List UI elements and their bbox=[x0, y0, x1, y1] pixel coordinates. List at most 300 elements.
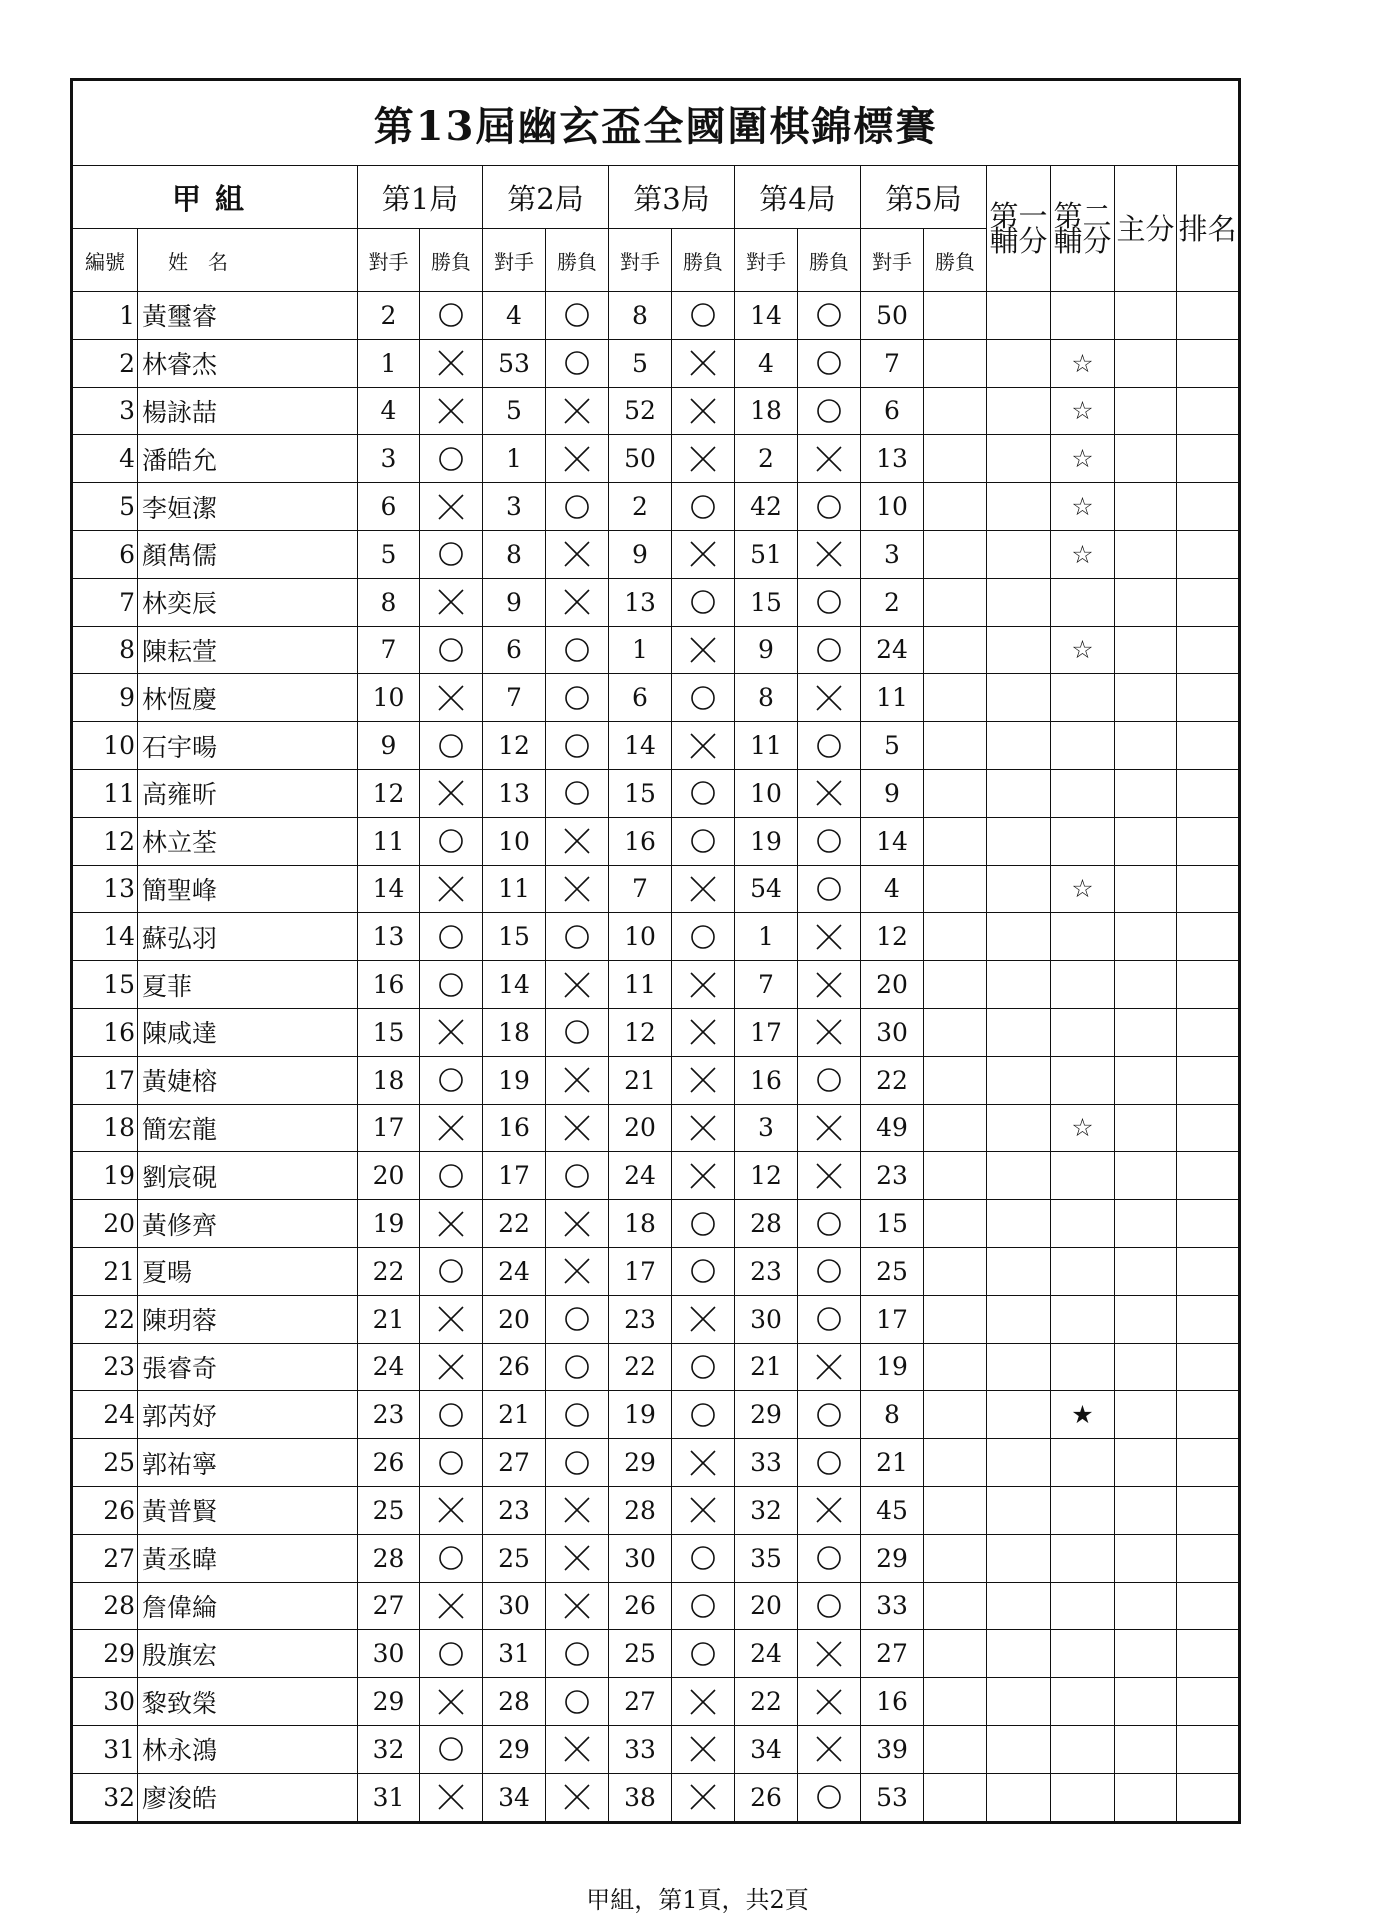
tiebreak2-cell bbox=[1051, 1678, 1115, 1726]
result-loss bbox=[798, 435, 861, 483]
opponent-number: 28 bbox=[483, 1678, 546, 1726]
main-score-cell bbox=[1115, 292, 1177, 340]
result-loss bbox=[420, 339, 483, 387]
win-circle-icon bbox=[692, 1547, 714, 1569]
loss-cross-icon bbox=[562, 1591, 592, 1621]
table-row bbox=[72, 435, 1240, 483]
result-win bbox=[546, 339, 609, 387]
result-empty bbox=[924, 674, 987, 722]
result-loss bbox=[798, 913, 861, 961]
result-header: 勝負 bbox=[420, 229, 483, 292]
rank-cell bbox=[1177, 865, 1240, 913]
tiebreak1-cell bbox=[987, 1152, 1051, 1200]
loss-cross-icon bbox=[688, 444, 718, 474]
result-loss bbox=[672, 961, 735, 1009]
player-name: 高雍昕 bbox=[138, 769, 358, 817]
win-circle-icon bbox=[566, 304, 588, 326]
result-header: 勝負 bbox=[798, 229, 861, 292]
win-circle-icon bbox=[566, 1165, 588, 1187]
loss-cross-icon bbox=[562, 1782, 592, 1812]
result-loss bbox=[672, 865, 735, 913]
player-name: 石宇暘 bbox=[138, 722, 358, 770]
opponent-number: 15 bbox=[483, 913, 546, 961]
loss-cross-icon bbox=[688, 1448, 718, 1478]
player-name: 陳耘萱 bbox=[138, 626, 358, 674]
result-empty bbox=[924, 387, 987, 435]
result-empty bbox=[924, 865, 987, 913]
opponent-number: 2 bbox=[609, 483, 672, 531]
table-row bbox=[72, 1773, 1240, 1822]
opponent-number: 6 bbox=[861, 387, 924, 435]
rank-cell bbox=[1177, 1725, 1240, 1773]
table-row bbox=[72, 387, 1240, 435]
result-loss bbox=[420, 1486, 483, 1534]
opponent-number: 5 bbox=[358, 530, 420, 578]
win-circle-icon bbox=[818, 1547, 840, 1569]
opponent-number: 13 bbox=[861, 435, 924, 483]
result-win bbox=[546, 1152, 609, 1200]
result-loss bbox=[546, 1582, 609, 1630]
opponent-number: 17 bbox=[861, 1295, 924, 1343]
star-icon: ★ bbox=[1051, 1391, 1115, 1439]
opponent-number: 18 bbox=[609, 1200, 672, 1248]
rank-cell bbox=[1177, 961, 1240, 1009]
main-score-cell bbox=[1115, 674, 1177, 722]
rank-cell bbox=[1177, 292, 1240, 340]
opponent-number: 4 bbox=[358, 387, 420, 435]
opponent-number: 14 bbox=[358, 865, 420, 913]
result-loss bbox=[798, 1630, 861, 1678]
player-number: 6 bbox=[72, 530, 138, 578]
opponent-number: 50 bbox=[861, 292, 924, 340]
opponent-number: 6 bbox=[358, 483, 420, 531]
tiebreak1-cell bbox=[987, 1343, 1051, 1391]
tiebreak2-cell bbox=[1051, 1295, 1115, 1343]
main-score-cell bbox=[1115, 1486, 1177, 1534]
result-win bbox=[546, 1678, 609, 1726]
main-score-cell bbox=[1115, 530, 1177, 578]
tiebreak2-header bbox=[1051, 166, 1115, 292]
win-circle-icon bbox=[566, 639, 588, 661]
loss-cross-icon bbox=[688, 1495, 718, 1525]
result-win bbox=[546, 292, 609, 340]
player-name: 簡宏龍 bbox=[138, 1104, 358, 1152]
result-empty bbox=[924, 769, 987, 817]
player-name: 郭祐寧 bbox=[138, 1439, 358, 1487]
result-loss bbox=[672, 626, 735, 674]
result-header: 勝負 bbox=[672, 229, 735, 292]
tiebreak1-cell bbox=[987, 1630, 1051, 1678]
result-win bbox=[798, 483, 861, 531]
table-row bbox=[72, 1343, 1240, 1391]
win-circle-icon bbox=[818, 1069, 840, 1091]
star-icon: ☆ bbox=[1051, 865, 1115, 913]
opponent-number: 45 bbox=[861, 1486, 924, 1534]
table-row bbox=[72, 1725, 1240, 1773]
opponent-number: 21 bbox=[861, 1439, 924, 1487]
result-win bbox=[546, 483, 609, 531]
rank-cell bbox=[1177, 674, 1240, 722]
opponent-number: 13 bbox=[609, 578, 672, 626]
loss-cross-icon bbox=[436, 1782, 466, 1812]
table-row bbox=[72, 292, 1240, 340]
player-name: 林睿杰 bbox=[138, 339, 358, 387]
opponent-number: 4 bbox=[735, 339, 798, 387]
player-name: 黃婕榕 bbox=[138, 1056, 358, 1104]
loss-cross-icon bbox=[562, 1209, 592, 1239]
player-number: 7 bbox=[72, 578, 138, 626]
opponent-number: 17 bbox=[358, 1104, 420, 1152]
table-row bbox=[72, 1247, 1240, 1295]
table-row bbox=[72, 1630, 1240, 1678]
win-circle-icon bbox=[692, 496, 714, 518]
opponent-number: 9 bbox=[735, 626, 798, 674]
player-number: 24 bbox=[72, 1391, 138, 1439]
tiebreak2-cell bbox=[1051, 769, 1115, 817]
opponent-number: 7 bbox=[735, 961, 798, 1009]
player-number: 25 bbox=[72, 1439, 138, 1487]
star-icon: ☆ bbox=[1051, 530, 1115, 578]
player-number: 8 bbox=[72, 626, 138, 674]
opponent-number: 8 bbox=[483, 530, 546, 578]
star-icon: ☆ bbox=[1051, 483, 1115, 531]
rank-cell bbox=[1177, 769, 1240, 817]
opponent-number: 35 bbox=[735, 1534, 798, 1582]
table-row bbox=[72, 339, 1240, 387]
opponent-number: 25 bbox=[609, 1630, 672, 1678]
loss-cross-icon bbox=[436, 1113, 466, 1143]
opponent-number: 33 bbox=[861, 1582, 924, 1630]
opponent-number: 27 bbox=[358, 1582, 420, 1630]
result-win bbox=[546, 1343, 609, 1391]
loss-cross-icon bbox=[436, 778, 466, 808]
opponent-number: 1 bbox=[735, 913, 798, 961]
player-number: 5 bbox=[72, 483, 138, 531]
round-1-header: 第1局 bbox=[358, 166, 483, 229]
round-2-header: 第2局 bbox=[483, 166, 609, 229]
opponent-number: 12 bbox=[735, 1152, 798, 1200]
player-number: 18 bbox=[72, 1104, 138, 1152]
main-score-cell bbox=[1115, 1152, 1177, 1200]
loss-cross-icon bbox=[688, 635, 718, 665]
result-win bbox=[672, 1343, 735, 1391]
result-win bbox=[798, 1439, 861, 1487]
win-circle-icon bbox=[440, 1404, 462, 1426]
result-win bbox=[672, 1582, 735, 1630]
result-loss bbox=[672, 1773, 735, 1822]
win-circle-icon bbox=[818, 1308, 840, 1330]
result-loss bbox=[546, 578, 609, 626]
result-loss bbox=[798, 961, 861, 1009]
tiebreak2-cell bbox=[1051, 1247, 1115, 1295]
opponent-number: 53 bbox=[861, 1773, 924, 1822]
win-circle-icon bbox=[692, 782, 714, 804]
loss-cross-icon bbox=[436, 1687, 466, 1717]
result-win bbox=[672, 483, 735, 531]
opponent-header: 對手 bbox=[609, 229, 672, 292]
result-win bbox=[672, 769, 735, 817]
result-loss bbox=[798, 1152, 861, 1200]
result-empty bbox=[924, 1678, 987, 1726]
loss-cross-icon bbox=[436, 348, 466, 378]
opponent-header: 對手 bbox=[483, 229, 546, 292]
win-circle-icon bbox=[566, 1356, 588, 1378]
opponent-number: 12 bbox=[358, 769, 420, 817]
opponent-number: 14 bbox=[735, 292, 798, 340]
win-circle-icon bbox=[692, 1260, 714, 1282]
rank-cell bbox=[1177, 1678, 1240, 1726]
result-win bbox=[420, 626, 483, 674]
star-icon: ☆ bbox=[1051, 339, 1115, 387]
table-row bbox=[72, 913, 1240, 961]
result-win bbox=[420, 1391, 483, 1439]
win-circle-icon bbox=[566, 735, 588, 757]
opponent-number: 24 bbox=[609, 1152, 672, 1200]
player-number: 12 bbox=[72, 817, 138, 865]
rank-cell bbox=[1177, 626, 1240, 674]
result-empty bbox=[924, 913, 987, 961]
loss-cross-icon bbox=[814, 1734, 844, 1764]
loss-cross-icon bbox=[562, 1113, 592, 1143]
main-score-cell bbox=[1115, 865, 1177, 913]
result-win bbox=[672, 1630, 735, 1678]
tiebreak1-cell bbox=[987, 387, 1051, 435]
result-loss bbox=[672, 339, 735, 387]
result-loss bbox=[798, 769, 861, 817]
opponent-number: 12 bbox=[861, 913, 924, 961]
win-circle-icon bbox=[818, 878, 840, 900]
result-win bbox=[420, 817, 483, 865]
player-name: 蘇弘羽 bbox=[138, 913, 358, 961]
opponent-number: 7 bbox=[358, 626, 420, 674]
title-row bbox=[72, 80, 1240, 166]
result-win bbox=[672, 578, 735, 626]
loss-cross-icon bbox=[688, 348, 718, 378]
opponent-number: 7 bbox=[609, 865, 672, 913]
tiebreak2-cell bbox=[1051, 292, 1115, 340]
player-name: 詹偉綸 bbox=[138, 1582, 358, 1630]
rank-cell bbox=[1177, 435, 1240, 483]
tiebreak2-cell bbox=[1051, 1773, 1115, 1822]
tiebreak2-cell bbox=[1051, 1630, 1115, 1678]
player-name: 林恆慶 bbox=[138, 674, 358, 722]
rank-cell bbox=[1177, 339, 1240, 387]
tiebreak1-cell bbox=[987, 1534, 1051, 1582]
loss-cross-icon bbox=[688, 1113, 718, 1143]
main-score-cell bbox=[1115, 961, 1177, 1009]
tiebreak2-cell bbox=[1051, 722, 1115, 770]
opponent-number: 24 bbox=[861, 626, 924, 674]
loss-cross-icon bbox=[814, 922, 844, 952]
tiebreak1-cell bbox=[987, 913, 1051, 961]
opponent-number: 31 bbox=[358, 1773, 420, 1822]
win-circle-icon bbox=[440, 448, 462, 470]
win-circle-icon bbox=[818, 1213, 840, 1235]
header-row-rounds bbox=[72, 166, 1240, 229]
loss-cross-icon bbox=[562, 444, 592, 474]
win-circle-icon bbox=[440, 1643, 462, 1665]
result-win bbox=[798, 1773, 861, 1822]
result-win bbox=[798, 626, 861, 674]
opponent-number: 9 bbox=[609, 530, 672, 578]
tiebreak2-label: 第二輔分 bbox=[1053, 198, 1112, 258]
player-number: 4 bbox=[72, 435, 138, 483]
opponent-number: 22 bbox=[861, 1056, 924, 1104]
opponent-number: 29 bbox=[358, 1678, 420, 1726]
tiebreak1-cell bbox=[987, 1773, 1051, 1822]
result-win bbox=[672, 913, 735, 961]
opponent-number: 20 bbox=[483, 1295, 546, 1343]
opponent-number: 49 bbox=[861, 1104, 924, 1152]
page-footer: 甲組，第1頁，共2頁 bbox=[586, 1886, 809, 1914]
player-name: 林奕辰 bbox=[138, 578, 358, 626]
opponent-number: 34 bbox=[735, 1725, 798, 1773]
tiebreak2-cell bbox=[1051, 1056, 1115, 1104]
result-loss bbox=[546, 817, 609, 865]
main-score-cell bbox=[1115, 339, 1177, 387]
rank-cell bbox=[1177, 1773, 1240, 1822]
main-score-cell bbox=[1115, 1630, 1177, 1678]
win-circle-icon bbox=[818, 1595, 840, 1617]
opponent-number: 23 bbox=[861, 1152, 924, 1200]
result-empty bbox=[924, 339, 987, 387]
tiebreak2-cell bbox=[1051, 913, 1115, 961]
opponent-number: 24 bbox=[358, 1343, 420, 1391]
win-circle-icon bbox=[566, 926, 588, 948]
tiebreak1-cell bbox=[987, 865, 1051, 913]
player-name: 劉宸硯 bbox=[138, 1152, 358, 1200]
tiebreak1-cell bbox=[987, 483, 1051, 531]
table-row bbox=[72, 1008, 1240, 1056]
table-row bbox=[72, 626, 1240, 674]
result-loss bbox=[672, 722, 735, 770]
result-loss bbox=[798, 1008, 861, 1056]
result-loss bbox=[798, 1725, 861, 1773]
player-name: 郭芮妤 bbox=[138, 1391, 358, 1439]
loss-cross-icon bbox=[436, 874, 466, 904]
loss-cross-icon bbox=[562, 1065, 592, 1095]
win-circle-icon bbox=[818, 1786, 840, 1808]
tiebreak1-cell bbox=[987, 1104, 1051, 1152]
rank-cell bbox=[1177, 1343, 1240, 1391]
opponent-number: 26 bbox=[358, 1439, 420, 1487]
result-empty bbox=[924, 1056, 987, 1104]
opponent-number: 42 bbox=[735, 483, 798, 531]
opponent-number: 51 bbox=[735, 530, 798, 578]
opponent-number: 39 bbox=[861, 1725, 924, 1773]
opponent-number: 23 bbox=[483, 1486, 546, 1534]
opponent-number: 27 bbox=[861, 1630, 924, 1678]
tiebreak1-label: 第一輔分 bbox=[989, 198, 1048, 258]
round-5-header: 第5局 bbox=[861, 166, 987, 229]
opponent-number: 28 bbox=[735, 1200, 798, 1248]
tiebreak1-cell bbox=[987, 530, 1051, 578]
tiebreak1-cell bbox=[987, 1056, 1051, 1104]
opponent-number: 24 bbox=[735, 1630, 798, 1678]
result-win bbox=[798, 865, 861, 913]
rank-cell bbox=[1177, 1008, 1240, 1056]
loss-cross-icon bbox=[436, 1495, 466, 1525]
opponent-number: 3 bbox=[483, 483, 546, 531]
opponent-number: 14 bbox=[483, 961, 546, 1009]
tiebreak1-cell bbox=[987, 292, 1051, 340]
opponent-number: 33 bbox=[609, 1725, 672, 1773]
opponent-number: 13 bbox=[483, 769, 546, 817]
result-win bbox=[798, 1247, 861, 1295]
opponent-number: 27 bbox=[609, 1678, 672, 1726]
player-name: 張睿奇 bbox=[138, 1343, 358, 1391]
star-icon: ☆ bbox=[1051, 1104, 1115, 1152]
player-name: 廖浚皓 bbox=[138, 1773, 358, 1822]
result-loss bbox=[420, 1678, 483, 1726]
opponent-number: 14 bbox=[609, 722, 672, 770]
result-loss bbox=[546, 961, 609, 1009]
win-circle-icon bbox=[440, 1260, 462, 1282]
win-circle-icon bbox=[692, 1643, 714, 1665]
loss-cross-icon bbox=[562, 970, 592, 1000]
win-circle-icon bbox=[692, 1213, 714, 1235]
rank-cell bbox=[1177, 913, 1240, 961]
table-row bbox=[72, 1582, 1240, 1630]
loss-cross-icon bbox=[562, 1734, 592, 1764]
win-circle-icon bbox=[692, 1356, 714, 1378]
result-empty bbox=[924, 1725, 987, 1773]
tiebreak1-cell bbox=[987, 1008, 1051, 1056]
loss-cross-icon bbox=[688, 1734, 718, 1764]
tiebreak2-cell bbox=[1051, 961, 1115, 1009]
opponent-number: 20 bbox=[609, 1104, 672, 1152]
opponent-number: 11 bbox=[735, 722, 798, 770]
win-circle-icon bbox=[818, 1452, 840, 1474]
main-score-label: 主分 bbox=[1116, 211, 1175, 246]
opponent-number: 22 bbox=[735, 1678, 798, 1726]
opponent-number: 15 bbox=[609, 769, 672, 817]
standings-table bbox=[70, 78, 1241, 1824]
main-score-cell bbox=[1115, 483, 1177, 531]
result-loss bbox=[672, 1104, 735, 1152]
win-circle-icon bbox=[818, 830, 840, 852]
rank-cell bbox=[1177, 387, 1240, 435]
result-empty bbox=[924, 1486, 987, 1534]
opponent-number: 10 bbox=[735, 769, 798, 817]
result-loss bbox=[546, 1534, 609, 1582]
result-empty bbox=[924, 626, 987, 674]
tiebreak1-cell bbox=[987, 578, 1051, 626]
loss-cross-icon bbox=[562, 1543, 592, 1573]
opponent-number: 16 bbox=[358, 961, 420, 1009]
result-empty bbox=[924, 1152, 987, 1200]
result-empty bbox=[924, 1008, 987, 1056]
tiebreak1-cell bbox=[987, 769, 1051, 817]
win-circle-icon bbox=[692, 591, 714, 613]
main-score-cell bbox=[1115, 626, 1177, 674]
result-empty bbox=[924, 1200, 987, 1248]
result-loss bbox=[546, 1773, 609, 1822]
win-circle-icon bbox=[440, 926, 462, 948]
tiebreak2-cell bbox=[1051, 1582, 1115, 1630]
result-loss bbox=[672, 530, 735, 578]
main-score-cell bbox=[1115, 1295, 1177, 1343]
result-loss bbox=[546, 530, 609, 578]
opponent-number: 16 bbox=[735, 1056, 798, 1104]
loss-cross-icon bbox=[814, 1639, 844, 1669]
table-row bbox=[72, 1439, 1240, 1487]
win-circle-icon bbox=[440, 1738, 462, 1760]
opponent-number: 30 bbox=[861, 1008, 924, 1056]
tiebreak2-cell bbox=[1051, 1008, 1115, 1056]
tiebreak1-cell bbox=[987, 339, 1051, 387]
loss-cross-icon bbox=[814, 1017, 844, 1047]
